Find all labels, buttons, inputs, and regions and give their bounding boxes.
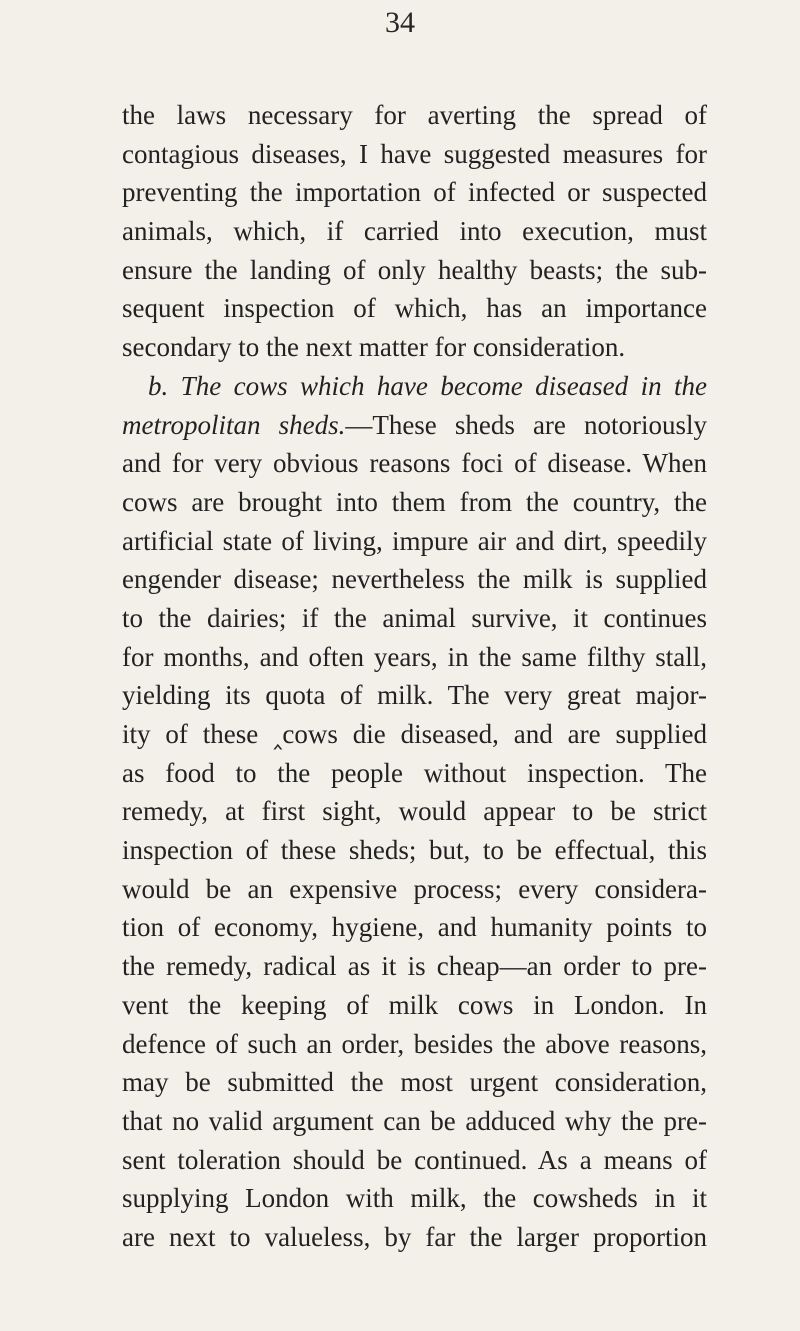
text-line: that no valid argument can be adduced why the pre- (122, 1105, 707, 1136)
text-line: vent the keeping of milk cows in London. In (122, 989, 707, 1020)
text-line: would be an expensive process; every considera- (122, 873, 707, 904)
text-line: the remedy, radical as it is cheap—an order to pre- (122, 951, 707, 982)
text-line: contagious diseases, I have suggested measures for (122, 138, 707, 169)
text-line: tion of economy, hygiene, and humanity points to (122, 912, 707, 943)
text-line: for months, and often years, in the same filthy stall, (122, 641, 707, 672)
text-line: preventing the importation of infected or suspected (122, 177, 707, 208)
text-line: supplying London with milk, the cowsheds in it (122, 1183, 707, 1214)
page-number: 34 (385, 6, 415, 39)
text-line: inspection of these sheds; but, to be effectual, this (122, 835, 707, 866)
text-line: as food to the people without inspection. The (122, 757, 707, 788)
text-line: engender disease; nevertheless the milk is supplied (122, 564, 707, 595)
text-line: sent toleration should be continued. As a means of (122, 1144, 707, 1175)
text-line: sequent inspection of which, has an importance (122, 293, 707, 324)
text-line: to the dairies; if the animal survive, it continues (122, 602, 707, 633)
text-line: ity of these ‸cows die diseased, and are supplied (122, 719, 707, 749)
text-line: secondary to the next matter for consideration. (122, 332, 626, 363)
text-line: artificial state of living, impure air and dirt, speedily (122, 525, 707, 556)
body-text (122, 96, 707, 1257)
text-line: yielding its quota of milk. The very great major- (122, 680, 707, 711)
text-line: cows are brought into them from the country, the (122, 486, 707, 517)
text-line: may be submitted the most urgent consideration, (122, 1067, 707, 1098)
section-heading-cont: metropolitan sheds. (122, 409, 346, 440)
section-heading-line (122, 406, 707, 445)
text-line: are next to valueless, by far the larger proportion (122, 1221, 707, 1252)
text-line: animals, which, if carried into execution, must (122, 216, 707, 247)
section-marker: b. (148, 370, 181, 401)
text-line: remedy, at first sight, would appear to be strict (122, 796, 707, 827)
text-line: the laws necessary for averting the spread of (122, 100, 707, 130)
text-line: defence of such an order, besides the above reasons, (122, 1028, 707, 1059)
text-line: ensure the landing of only healthy beasts; the sub- (122, 254, 707, 285)
section-heading: The cows which have become diseased in the (180, 370, 707, 401)
section-heading-line (122, 367, 707, 406)
text-line: and for very obvious reasons foci of disease. When (122, 448, 707, 479)
section-text: —These sheds are notoriously (345, 409, 707, 440)
